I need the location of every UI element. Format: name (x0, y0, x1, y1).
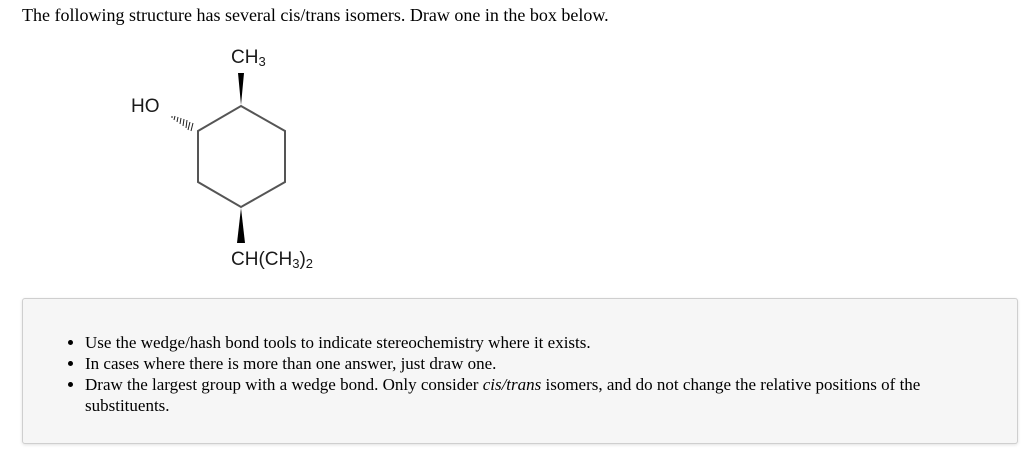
molecule-structure (0, 0, 420, 290)
instructions-box (22, 298, 1018, 444)
methyl-group-label: $CH_3$ (231, 47, 266, 69)
question-text: The following structure has several cis/trans isomers. Draw one in the box below. (22, 5, 609, 25)
wedge-bond-bottom (237, 208, 245, 243)
instruction-item: • Draw the largest group with a wedge bond. Only consider cis/trans isomers, and do not change the relative positions of the substituents. (85, 374, 993, 416)
instructions-list (23, 332, 1017, 416)
instruction-item: • In cases where there is more than one answer, just draw one. (85, 353, 993, 374)
wedge-bond-top (238, 73, 244, 105)
instruction-item: • Use the wedge/hash bond tools to indicate stereochemistry where it exists. (85, 332, 993, 353)
hydroxyl-group-label: HO (131, 96, 160, 117)
cyclohexane-ring (198, 106, 285, 207)
isopropyl-group-label: $CH(CH_3)_2$ (231, 249, 314, 271)
hash-bond-left (172, 116, 193, 131)
